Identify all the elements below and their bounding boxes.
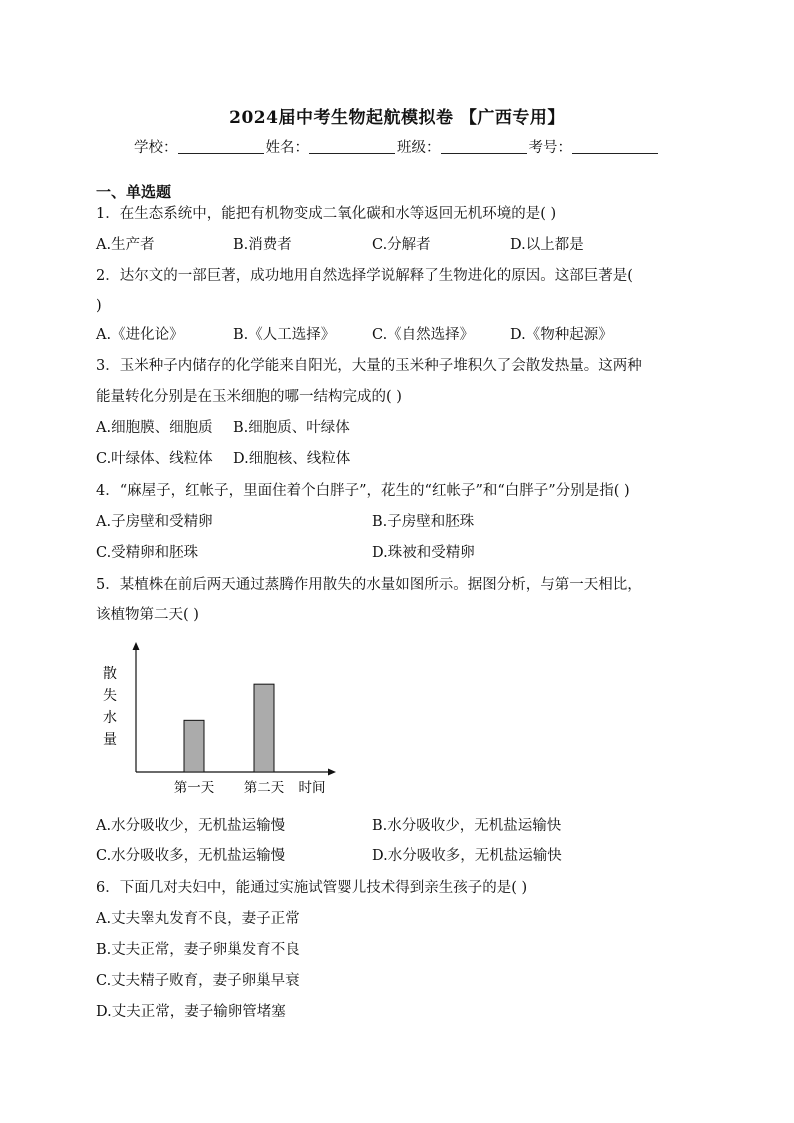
question-2-option-d: D.《物种起源》 [510,327,613,343]
x-axis-arrow [328,769,336,776]
question-6-option-d: D.丈夫正常，妻子输卵管堵塞 [96,1004,286,1020]
question-1-stem: 1．在生态系统中，能把有机物变成二氧化碳和水等返回无机环境的是( ) [96,206,557,222]
question-1-option-a: A.生产者 [96,237,155,253]
question-1-option-d: D.以上都是 [510,237,584,253]
question-3-option-b: B.细胞质、叶绿体 [233,420,350,436]
transpiration-bar-chart [96,640,356,810]
question-6-option-b: B.丈夫正常，妻子卵巢发育不良 [96,942,300,958]
class-label: 班级： [397,140,441,156]
name-label: 姓名： [265,140,309,156]
x-tick-label-day-1: 第一天 [173,780,215,796]
question-6-option-a: A.丈夫睾丸发育不良，妻子正常 [96,911,300,927]
y-axis-arrow [133,642,140,650]
question-5-option-a: A.水分吸收少，无机盐运输慢 [96,818,286,834]
question-5-stem-line-2: 该植物第二天( ) [96,607,199,623]
number-blank[interactable] [572,139,658,154]
class-blank[interactable] [441,139,527,154]
question-4-option-d: D.珠被和受精卵 [372,545,475,561]
question-4-option-b: B.子房壁和胚珠 [372,514,475,530]
question-2-stem-line-1: 2．达尔文的一部巨著，成功地用自然选择学说解释了生物进化的原因。这部巨著是( [96,268,633,284]
question-4-stem: 4．“麻屋子，红帐子，里面住着个白胖子”，花生的“红帐子”和“白胖子”分别是指( ) [96,483,630,499]
question-6-stem: 6．下面几对夫妇中，能通过实施试管婴儿技术得到亲生孩子的是( ) [96,880,528,896]
question-3-option-c: C.叶绿体、线粒体 [96,451,213,467]
section-title: 一、单选题 [96,183,172,201]
school-label: 学校： [134,140,178,156]
question-5-option-d: D.水分吸收多，无机盐运输快 [372,848,562,864]
question-2-option-c: C.《自然选择》 [372,327,475,343]
question-3-option-d: D.细胞核、线粒体 [233,451,351,467]
y-axis-label-char-1: 散 [103,666,117,682]
number-label: 考号： [528,140,572,156]
y-axis-label-char-2: 失 [103,688,117,704]
bar-第一天 [184,720,204,772]
question-5-stem-line-1: 5．某植株在前后两天通过蒸腾作用散失的水量如图所示。据图分析，与第一天相比， [96,577,642,593]
question-4-option-c: C.受精卵和胚珠 [96,545,199,561]
question-2-stem-line-2: ) [96,298,102,314]
question-3-option-a: A.细胞膜、细胞质 [96,420,213,436]
question-5-option-b: B.水分吸收少，无机盐运输快 [372,818,562,834]
question-6-option-c: C.丈夫精子败育，妻子卵巢早衰 [96,973,300,989]
page-title: 2024届中考生物起航模拟卷 【广西专用】 [229,108,565,128]
question-4-option-a: A.子房壁和受精卵 [96,514,213,530]
school-blank[interactable] [178,139,264,154]
question-3-stem-line-1: 3．玉米种子内储存的化学能来自阳光，大量的玉米种子堆积久了会散发热量。这两种 [96,358,642,374]
y-axis-label-char-3: 水 [103,710,117,726]
question-2-option-a: A.《进化论》 [96,327,184,343]
question-2-option-b: B.《人工选择》 [233,327,336,343]
question-1-option-b: B.消费者 [233,237,292,253]
x-tick-label-day-2: 第二天 [243,780,285,796]
name-blank[interactable] [309,139,395,154]
x-axis-label: 时间 [298,780,326,796]
student-info-line [0,136,794,157]
bar-第二天 [254,684,274,772]
question-5-option-c: C.水分吸收多，无机盐运输慢 [96,848,286,864]
question-1-option-c: C.分解者 [372,237,431,253]
y-axis-label-char-4: 量 [103,732,117,748]
question-3-stem-line-2: 能量转化分别是在玉米细胞的哪一结构完成的( ) [96,389,402,405]
